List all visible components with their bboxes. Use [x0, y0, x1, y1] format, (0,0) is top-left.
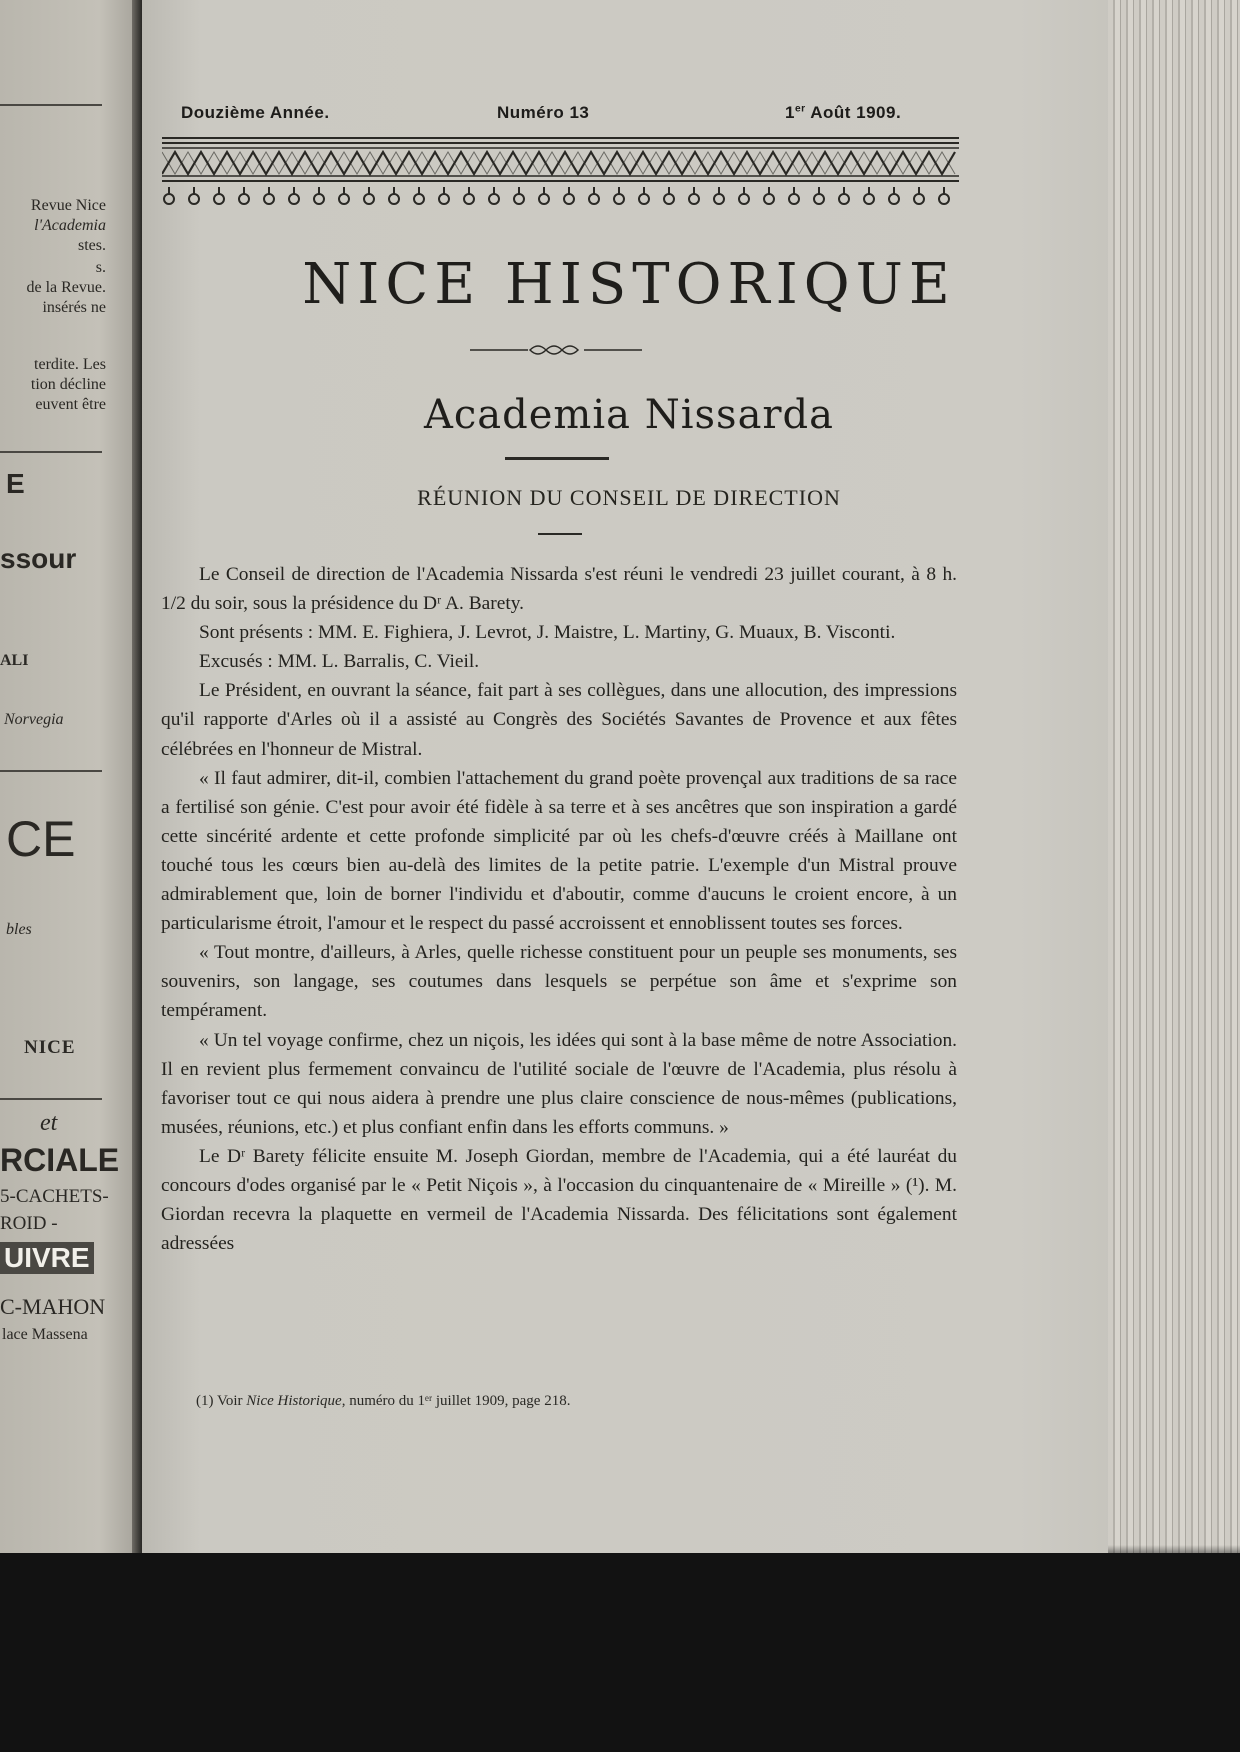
header-issue-number: Numéro 13 [497, 103, 590, 122]
article-body [161, 560, 957, 1258]
paragraph: « Il faut admirer, dit-il, combien l'attachement du grand poète provençal aux traditions de sa race a fertilisé son génie. C'est pour avoir été fidèle à sa terre et à ses ancêtres que son inspiration a gardé cette sincérité ardente et cette profonde simplicité par où les chefs-d'œuvre créés à Maillane ont touché tous les cœurs bien au-delà des limites de la petite patrie. L'exemple d'un Mistral prouve admirablement que, loin de borner l'individu et d'aboutir, comme d'aucuns le croient encore, à un particularisme étroit, l'amour et le respect du passé accroissent et ennoblissent toutes ses forces. [161, 767, 957, 935]
left-page-line: insérés ne [42, 299, 106, 316]
scan-background [0, 1553, 1240, 1752]
left-page-line: ssour [0, 543, 77, 574]
left-page-line: s. [95, 259, 106, 276]
paragraph: Excusés : MM. L. Barralis, C. Vieil. [199, 651, 480, 673]
left-page-rule [0, 104, 102, 106]
left-page-line: NICE [24, 1037, 76, 1058]
footnote-suffix: , numéro du 1ᵉʳ juillet 1909, page 218. [341, 1393, 571, 1409]
left-page-line: et [40, 1110, 58, 1136]
left-page-line: ROID - [0, 1213, 58, 1234]
left-page-line: l'Academia [34, 217, 106, 234]
ornamental-border [162, 136, 959, 209]
section-rule [538, 533, 582, 535]
left-page-rule [0, 1098, 102, 1100]
paragraph: Sont présents : MM. E. Fighiera, J. Levrot, J. Maistre, L. Martiny, G. Muaux, B. Visconti. [199, 622, 896, 644]
left-page-line: 5-CACHETS- [0, 1186, 109, 1207]
footnote-prefix: Voir [216, 1393, 243, 1409]
left-page-line: E [6, 468, 25, 499]
left-adjacent-page [0, 0, 142, 1580]
left-page-line: C-MAHON [0, 1294, 106, 1319]
footnote [196, 1393, 570, 1410]
footnote-marker: (1) [196, 1393, 214, 1409]
section-title: RÉUNION DU CONSEIL DE DIRECTION [417, 485, 841, 510]
paragraph: « Tout montre, d'ailleurs, à Arles, quelle richesse constituent pour un peuple ses monuments, ses souvenirs, son langage, ses coutumes dans lesquels se perpétue son âme et s'exprime son tempérament. [161, 942, 957, 1022]
book-page-edges [1108, 0, 1240, 1565]
header-date: 1er Août 1909. [785, 103, 902, 122]
left-page-rule [0, 770, 102, 772]
left-page-line: de la Revue. [26, 279, 106, 296]
left-page-line: euvent être [35, 396, 106, 413]
paragraph: Le Conseil de direction de l'Academia Nissarda s'est réuni le vendredi 23 juillet courant, à 8 h. 1/2 du soir, sous la présidence du Dʳ A. Barety. [161, 564, 957, 615]
left-page-rule [0, 451, 102, 453]
title-rule [505, 457, 609, 460]
left-page-line: terdite. Les [34, 356, 106, 373]
paragraph: Le Dʳ Barety félicite ensuite M. Joseph Giordan, membre de l'Academia, qui a été lauréat du concours d'odes organisé par le « Petit Niçois », à l'occasion du cinquantenaire de « Mireille » (¹). M. Giordan recevra la plaquette en vermeil de l'Academia Nissarda. Des félicitations sont également adressées [161, 1145, 957, 1255]
left-page-line: Revue Nice [30, 197, 106, 214]
left-page-line: RCIALE [0, 1142, 120, 1178]
left-page-line: stes. [78, 237, 106, 254]
journal-masthead: NICE HISTORIQUE [302, 252, 956, 317]
society-title: Academia Nissarda [424, 392, 834, 438]
left-page-line: UIVRE [0, 1242, 94, 1274]
left-page-line: tion décline [30, 376, 106, 393]
paragraph: Le Président, en ouvrant la séance, fait part à ses collègues, dans une allocution, des impressions qu'il rapporte d'Arles où il a assisté au Congrès des Sociétés Savantes de Provence et aux fêtes célébrées en l'honneur de Mistral. [161, 680, 957, 760]
header-year: Douzième Année. [181, 103, 330, 122]
left-page-line: Norvegia [4, 711, 64, 728]
left-page-line: ALI [0, 652, 29, 669]
paragraph: « Un tel voyage confirme, chez un niçois, les idées qui sont à la base même de notre Association. Il en revient plus fermement convaincu de l'utilité sociale de l'œuvre de l'Academia, plus résolu à favoriser tout ce qui nous aidera à prendre une plus claire conscience de nous-mêmes (publications, musées, réunions, etc.) et plus confiant enfin dans les efforts communs. » [161, 1029, 957, 1138]
footnote-journal-title: Nice Historique [246, 1393, 342, 1409]
flourish-divider [470, 340, 642, 360]
left-page-line: bles [6, 921, 32, 938]
left-page-line: CE [6, 811, 76, 867]
left-page-line: lace Massena [2, 1326, 88, 1343]
